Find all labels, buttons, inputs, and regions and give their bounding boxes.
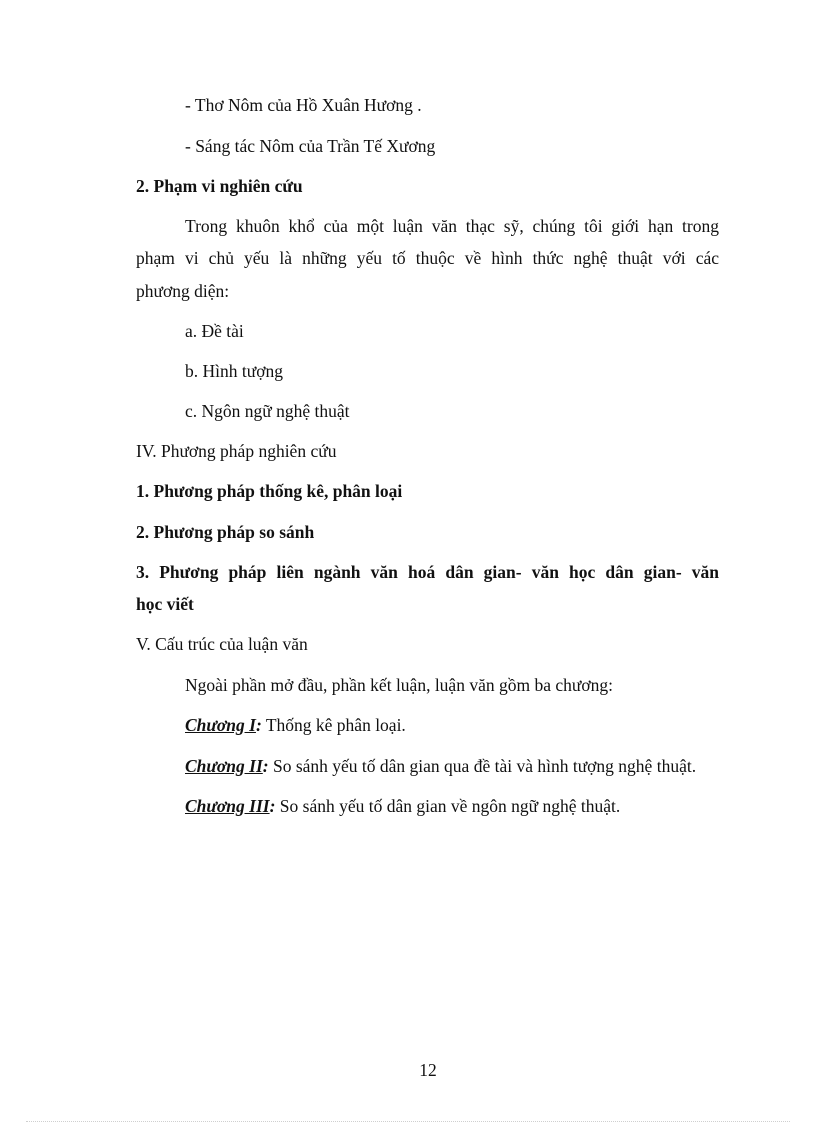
paragraph-structure: Ngoài phần mở đầu, phần kết luận, luận văn gồm ba chương: <box>185 675 613 695</box>
chapter-1-entry <box>185 717 406 735</box>
method-1: 1. Phương pháp thống kê, phân loại <box>136 481 403 501</box>
method-2: 2. Phương pháp so sánh <box>136 522 315 542</box>
chapter-3-label: Chương III <box>185 796 270 816</box>
chapter-2-label: Chương II <box>185 756 263 776</box>
heading-thesis-structure: V. Cấu trúc của luận văn <box>136 634 308 654</box>
scope-item-a: a. Đề tài <box>185 321 244 341</box>
paragraph-scope-line-2: phạm vi chủ yếu là những yếu tố thuộc về hình thức nghệ thuật với các <box>136 248 719 268</box>
paragraph-scope-line-1: Trong khuôn khổ của một luận văn thạc sỹ, chúng tôi giới hạn trong <box>185 216 719 236</box>
heading-research-scope: 2. Phạm vi nghiên cứu <box>136 176 303 196</box>
chapter-3-colon: : <box>269 796 276 816</box>
chapter-1-colon: : <box>255 715 262 735</box>
scope-item-c: c. Ngôn ngữ nghệ thuật <box>185 401 350 421</box>
chapter-2-text: So sánh yếu tố dân gian qua đề tài và hình tượng nghệ thuật. <box>268 756 697 776</box>
chapter-3-entry <box>185 798 620 816</box>
list-item-ho-xuan-huong: - Thơ Nôm của Hồ Xuân Hương . <box>185 95 422 115</box>
page-number: 12 <box>419 1060 437 1080</box>
chapter-2-entry <box>185 758 696 776</box>
list-item-tran-te-xuong: - Sáng tác Nôm của Trần Tế Xương <box>185 136 436 156</box>
chapter-3-text: So sánh yếu tố dân gian về ngôn ngữ nghệ thuật. <box>275 796 621 816</box>
heading-research-methods: IV. Phương pháp nghiên cứu <box>136 441 337 461</box>
page-bottom-divider <box>26 1121 790 1122</box>
paragraph-scope-line-3: phương diện: <box>136 281 230 301</box>
chapter-2-colon: : <box>262 756 269 776</box>
chapter-1-text: Thống kê phân loại. <box>261 715 406 735</box>
scope-item-b: b. Hình tượng <box>185 361 283 381</box>
method-3-line-1: 3. Phương pháp liên ngành văn hoá dân gian- văn học dân gian- văn <box>136 562 719 582</box>
method-3-line-2: học viết <box>136 594 194 614</box>
chapter-1-label: Chương I <box>185 715 256 735</box>
